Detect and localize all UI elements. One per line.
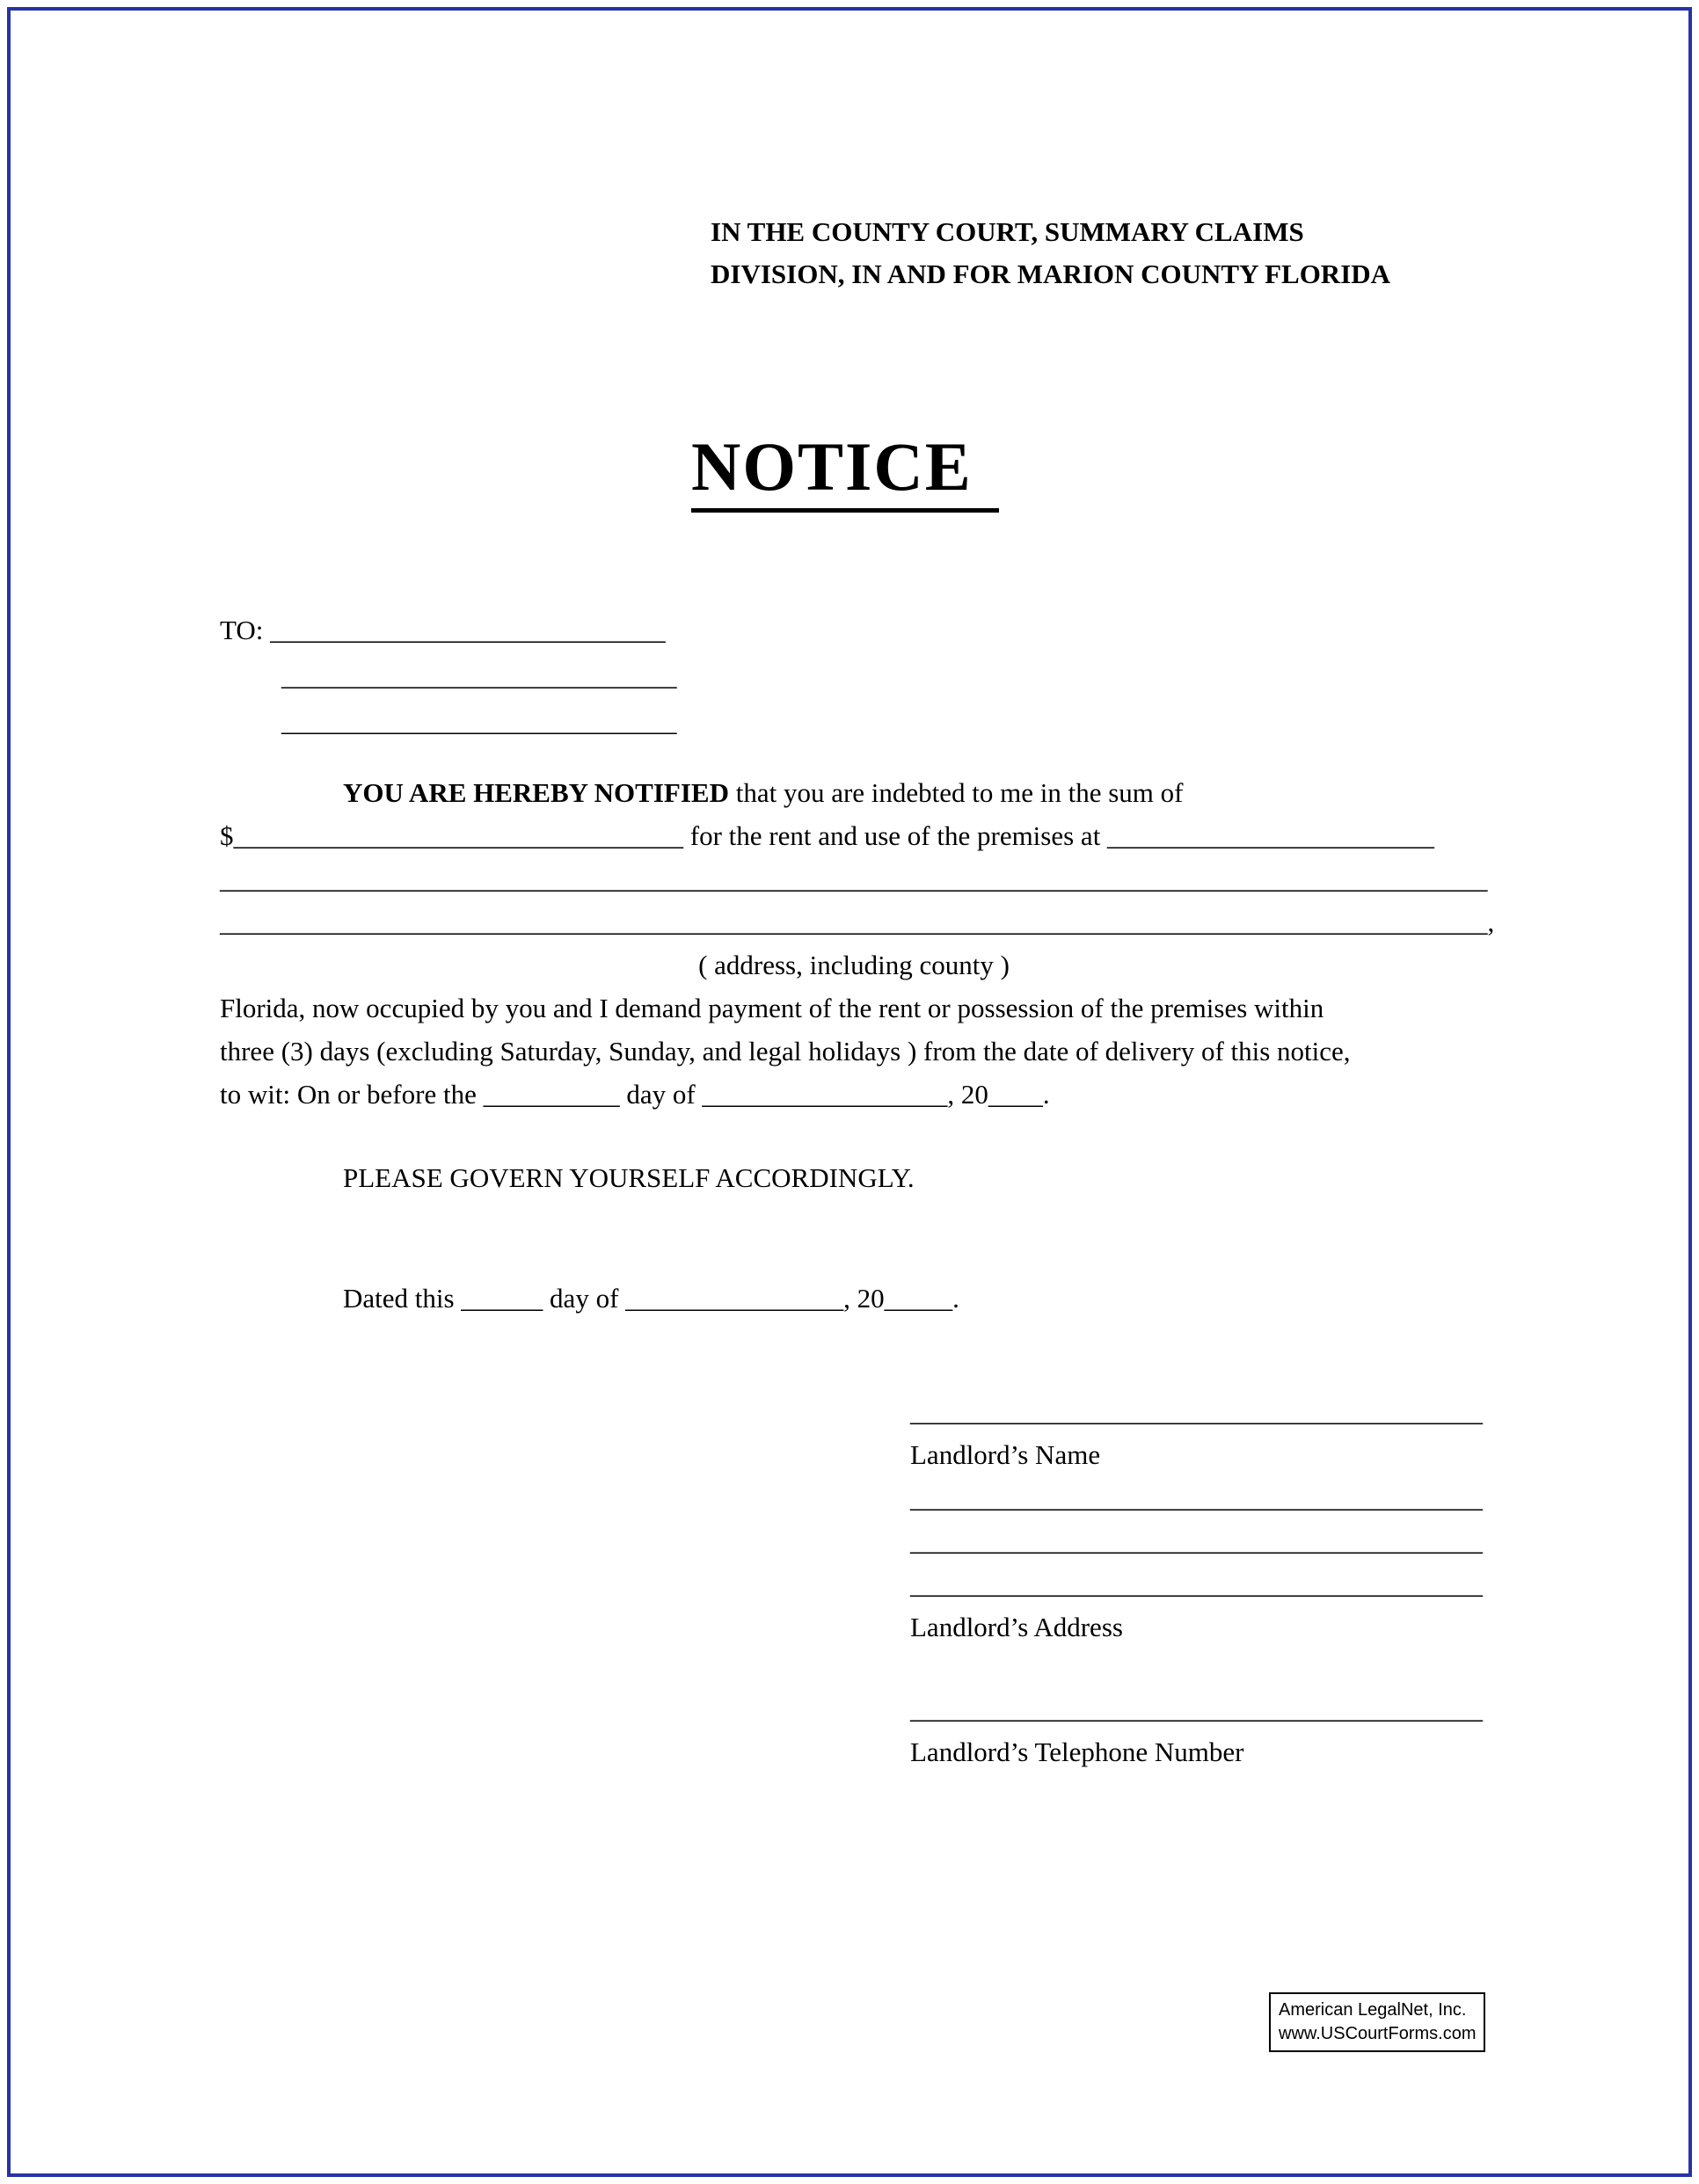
- document-content: [220, 0, 1495, 1773]
- dated-line: Dated this ______ day of ________________, 20_____.: [343, 1283, 959, 1314]
- address-blank-line-1: _____________________________________________________________________________________________: [220, 863, 1488, 894]
- page-title: NOTICE: [691, 427, 999, 513]
- towit-line: to wit: On or before the __________ day of __________________, 20____.: [220, 1079, 1050, 1110]
- court-header-line2: DIVISION, IN AND FOR MARION COUNTY FLORIDA: [711, 258, 1391, 289]
- body-para-line2: three (3) days (excluding Saturday, Sunday, and legal holidays ) from the date of delivery of this notice,: [220, 1036, 1351, 1067]
- notified-bold-text: YOU ARE HEREBY NOTIFIED: [343, 777, 729, 808]
- sum-line: $_________________________________ for the rent and use of the premises at ________________________: [220, 820, 1435, 851]
- notified-rest-text: that you are indebted to me in the sum of: [728, 777, 1184, 808]
- title-wrap: [691, 427, 1488, 513]
- legalnet-line1: American LegalNet, Inc.: [1279, 2000, 1467, 2020]
- landlord-name-blank: __________________________________________: [910, 1396, 1483, 1427]
- body-para-line1: Florida, now occupied by you and I demand payment of the rent or possession of the premises within: [220, 993, 1324, 1023]
- landlord-name-label: Landlord’s Name: [910, 1439, 1101, 1470]
- landlord-address-blank-2: __________________________________________: [910, 1525, 1483, 1556]
- address-caption: ( address, including county ): [698, 950, 1010, 980]
- notified-line: [220, 771, 1488, 814]
- legalnet-stamp: [1269, 1992, 1485, 2052]
- notice-body: [220, 771, 1495, 1116]
- landlord-address-label: Landlord’s Address: [910, 1612, 1123, 1642]
- to-blank-line-3: _____________________________: [281, 706, 677, 737]
- landlord-phone-blank: __________________________________________: [910, 1693, 1483, 1724]
- to-block: [220, 608, 1488, 745]
- landlord-address-blank-3: __________________________________________: [910, 1569, 1483, 1599]
- address-blank-line-2: _____________________________________________________________________________________________,: [220, 906, 1495, 937]
- to-blank-line-2: _____________________________: [281, 660, 677, 691]
- landlord-address-blank-1: __________________________________________: [910, 1482, 1483, 1513]
- landlord-phone-label: Landlord’s Telephone Number: [910, 1736, 1244, 1767]
- legalnet-line2: www.USCourtForms.com: [1279, 2024, 1477, 2043]
- court-header: [711, 211, 1488, 295]
- signature-block: [910, 1390, 1488, 1773]
- to-label-line: TO: _____________________________: [220, 615, 666, 645]
- please-govern-line: PLEASE GOVERN YOURSELF ACCORDINGLY.: [343, 1162, 915, 1193]
- court-header-line1: IN THE COUNTY COURT, SUMMARY CLAIMS: [711, 216, 1304, 247]
